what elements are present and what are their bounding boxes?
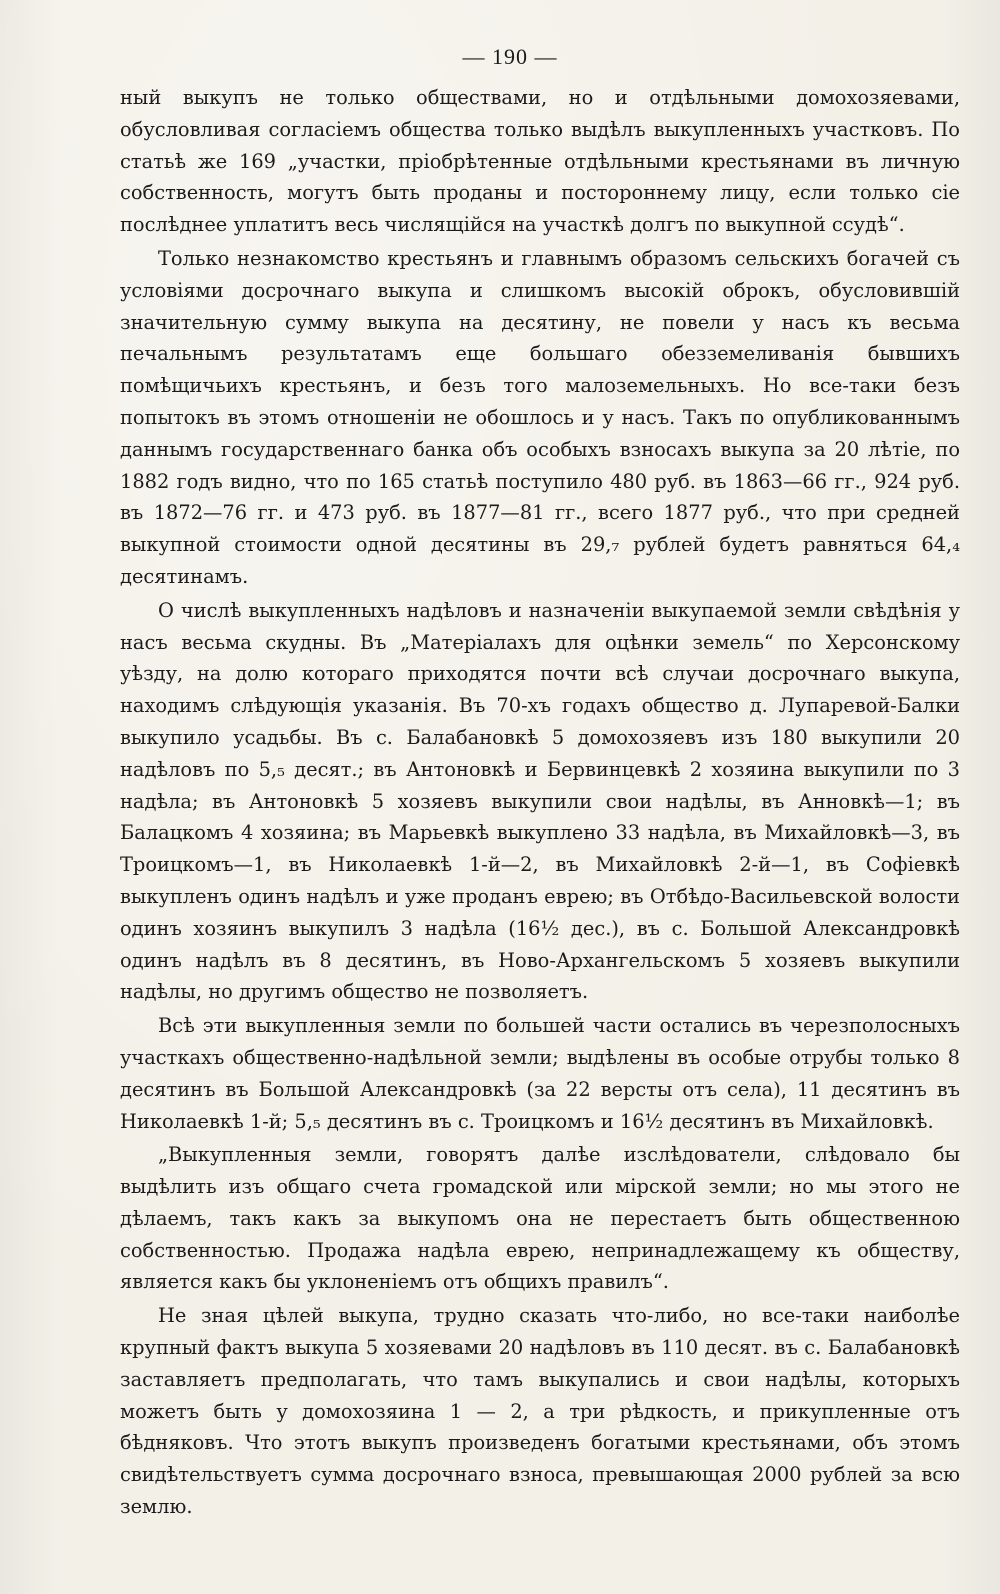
paragraph-1: ный выкупъ не только обществами, но и отдѣльными домохозяевами, обусловливая согласіемъ общества только выдѣлъ выкупленныхъ участковъ. По статьѣ же 169 „участки, пріобрѣтенные отдѣльными крестьянами въ личную собственность, могутъ быть проданы и постороннему лицу, если только сіе послѣднее уплатитъ весь числящійся на участкѣ долгъ по выкупной ссудѣ“.	[120, 86, 960, 237]
page-number: — 190 —	[462, 44, 558, 69]
paragraph-4: Всѣ эти выкупленныя земли по большей части остались въ черезполосныхъ участкахъ общественно-надѣльной земли; выдѣлены въ особые отрубы только 8 десятинъ въ Большой Александровкѣ (за 22 версты отъ села), 11 десятинъ въ Николаевкѣ 1-й; 5,₅ десятинъ въ с. Троицкомъ и 16½ десятинъ въ Михайловкѣ.	[120, 1014, 960, 1133]
paragraph-2: Только незнакомство крестьянъ и главнымъ образомъ сельскихъ богачей съ условіями досрочнаго выкупа и слишкомъ высокій оброкъ, обусловившій значительную сумму выкупа на десятину, не повели у насъ къ весьма печальнымъ результатамъ еще большаго обезземеливанія бывшихъ помѣщичьихъ крестьянъ, и безъ того малоземельныхъ. Но все-таки безъ попытокъ въ этомъ отношеніи не обошлось и у насъ. Такъ по опубликованнымъ даннымъ государственнаго банка объ особыхъ взносахъ выкупа за 20 лѣтіе, по 1882 годъ видно, что по 165 статьѣ поступило 480 руб. въ 1863—66 гг., 924 руб. въ 1872—76 гг. и 473 руб. въ 1877—81 гг., всего 1877 руб., что при средней выкупной стоимости одной десятины въ 29,₇ рублей будетъ равняться 64,₄ десятинамъ.	[120, 246, 960, 588]
paragraph-5-quote: „Выкупленныя земли, говорятъ далѣе изслѣдователи, слѣдовало бы выдѣлить изъ общаго счета громадской или мірской земли; но мы этого не дѣлаемъ, такъ какъ за выкупомъ она не перестаетъ быть общественною собственностью. Продажа надѣла еврею, непринадлежащему къ обществу, является какъ бы уклоненіемъ отъ общихъ правилъ“.	[120, 1143, 960, 1294]
paragraph-3: О числѣ выкупленныхъ надѣловъ и назначеніи выкупаемой земли свѣдѣнія у насъ весьма скудны. Въ „Матеріалахъ для оцѣнки земель“ по Херсонскому уѣзду, на долю котораго приходятся почти всѣ случаи досрочнаго выкупа, находимъ слѣдующія указанія. Въ 70-хъ годахъ общество д. Лупаревой-Балки выкупило усадьбы. Въ с. Балабановкѣ 5 домохозяевъ изъ 180 выкупили 20 надѣловъ по 5,₅ десят.; въ Антоновкѣ и Бервинцевкѣ 2 хозяина выкупили по 3 надѣла; въ Антоновкѣ 5 хозяевъ выкупили свои надѣлы, въ Анновкѣ—1; въ Балацкомъ 4 хозяина; въ Марьевкѣ выкуплено 33 надѣла, въ Михайловкѣ—3, въ Троицкомъ—1, въ Николаевкѣ 1-й—2, въ Михайловкѣ 2-й—1, въ Софіевкѣ выкупленъ одинъ надѣлъ и уже проданъ еврею; въ Отбѣдо-Васильевской волости одинъ хозяинъ выкупилъ 3 надѣла (16½ дес.), въ с. Большой Александровкѣ одинъ надѣлъ въ 8 десятинъ, въ Ново-Архангельскомъ 5 хозяевъ выкупили надѣлы, но другимъ общество не позволяетъ.	[120, 598, 960, 1004]
paragraph-6: Не зная цѣлей выкупа, трудно сказать что-либо, но все-таки наиболѣе крупный фактъ выкупа 5 хозяевами 20 надѣловъ въ 110 десят. въ с. Балабановкѣ заставляетъ предполагать, что тамъ выкупались и свои надѣлы, которыхъ можетъ быть у домохозяина 1 — 2, а три рѣдкость, и прикупленные отъ бѣдняковъ. Что этотъ выкупъ произведенъ богатыми крестьянами, объ этомъ свидѣтельствуетъ сумма досрочнаго взноса, превышающая 2000 рублей за всю землю.	[120, 1304, 960, 1519]
